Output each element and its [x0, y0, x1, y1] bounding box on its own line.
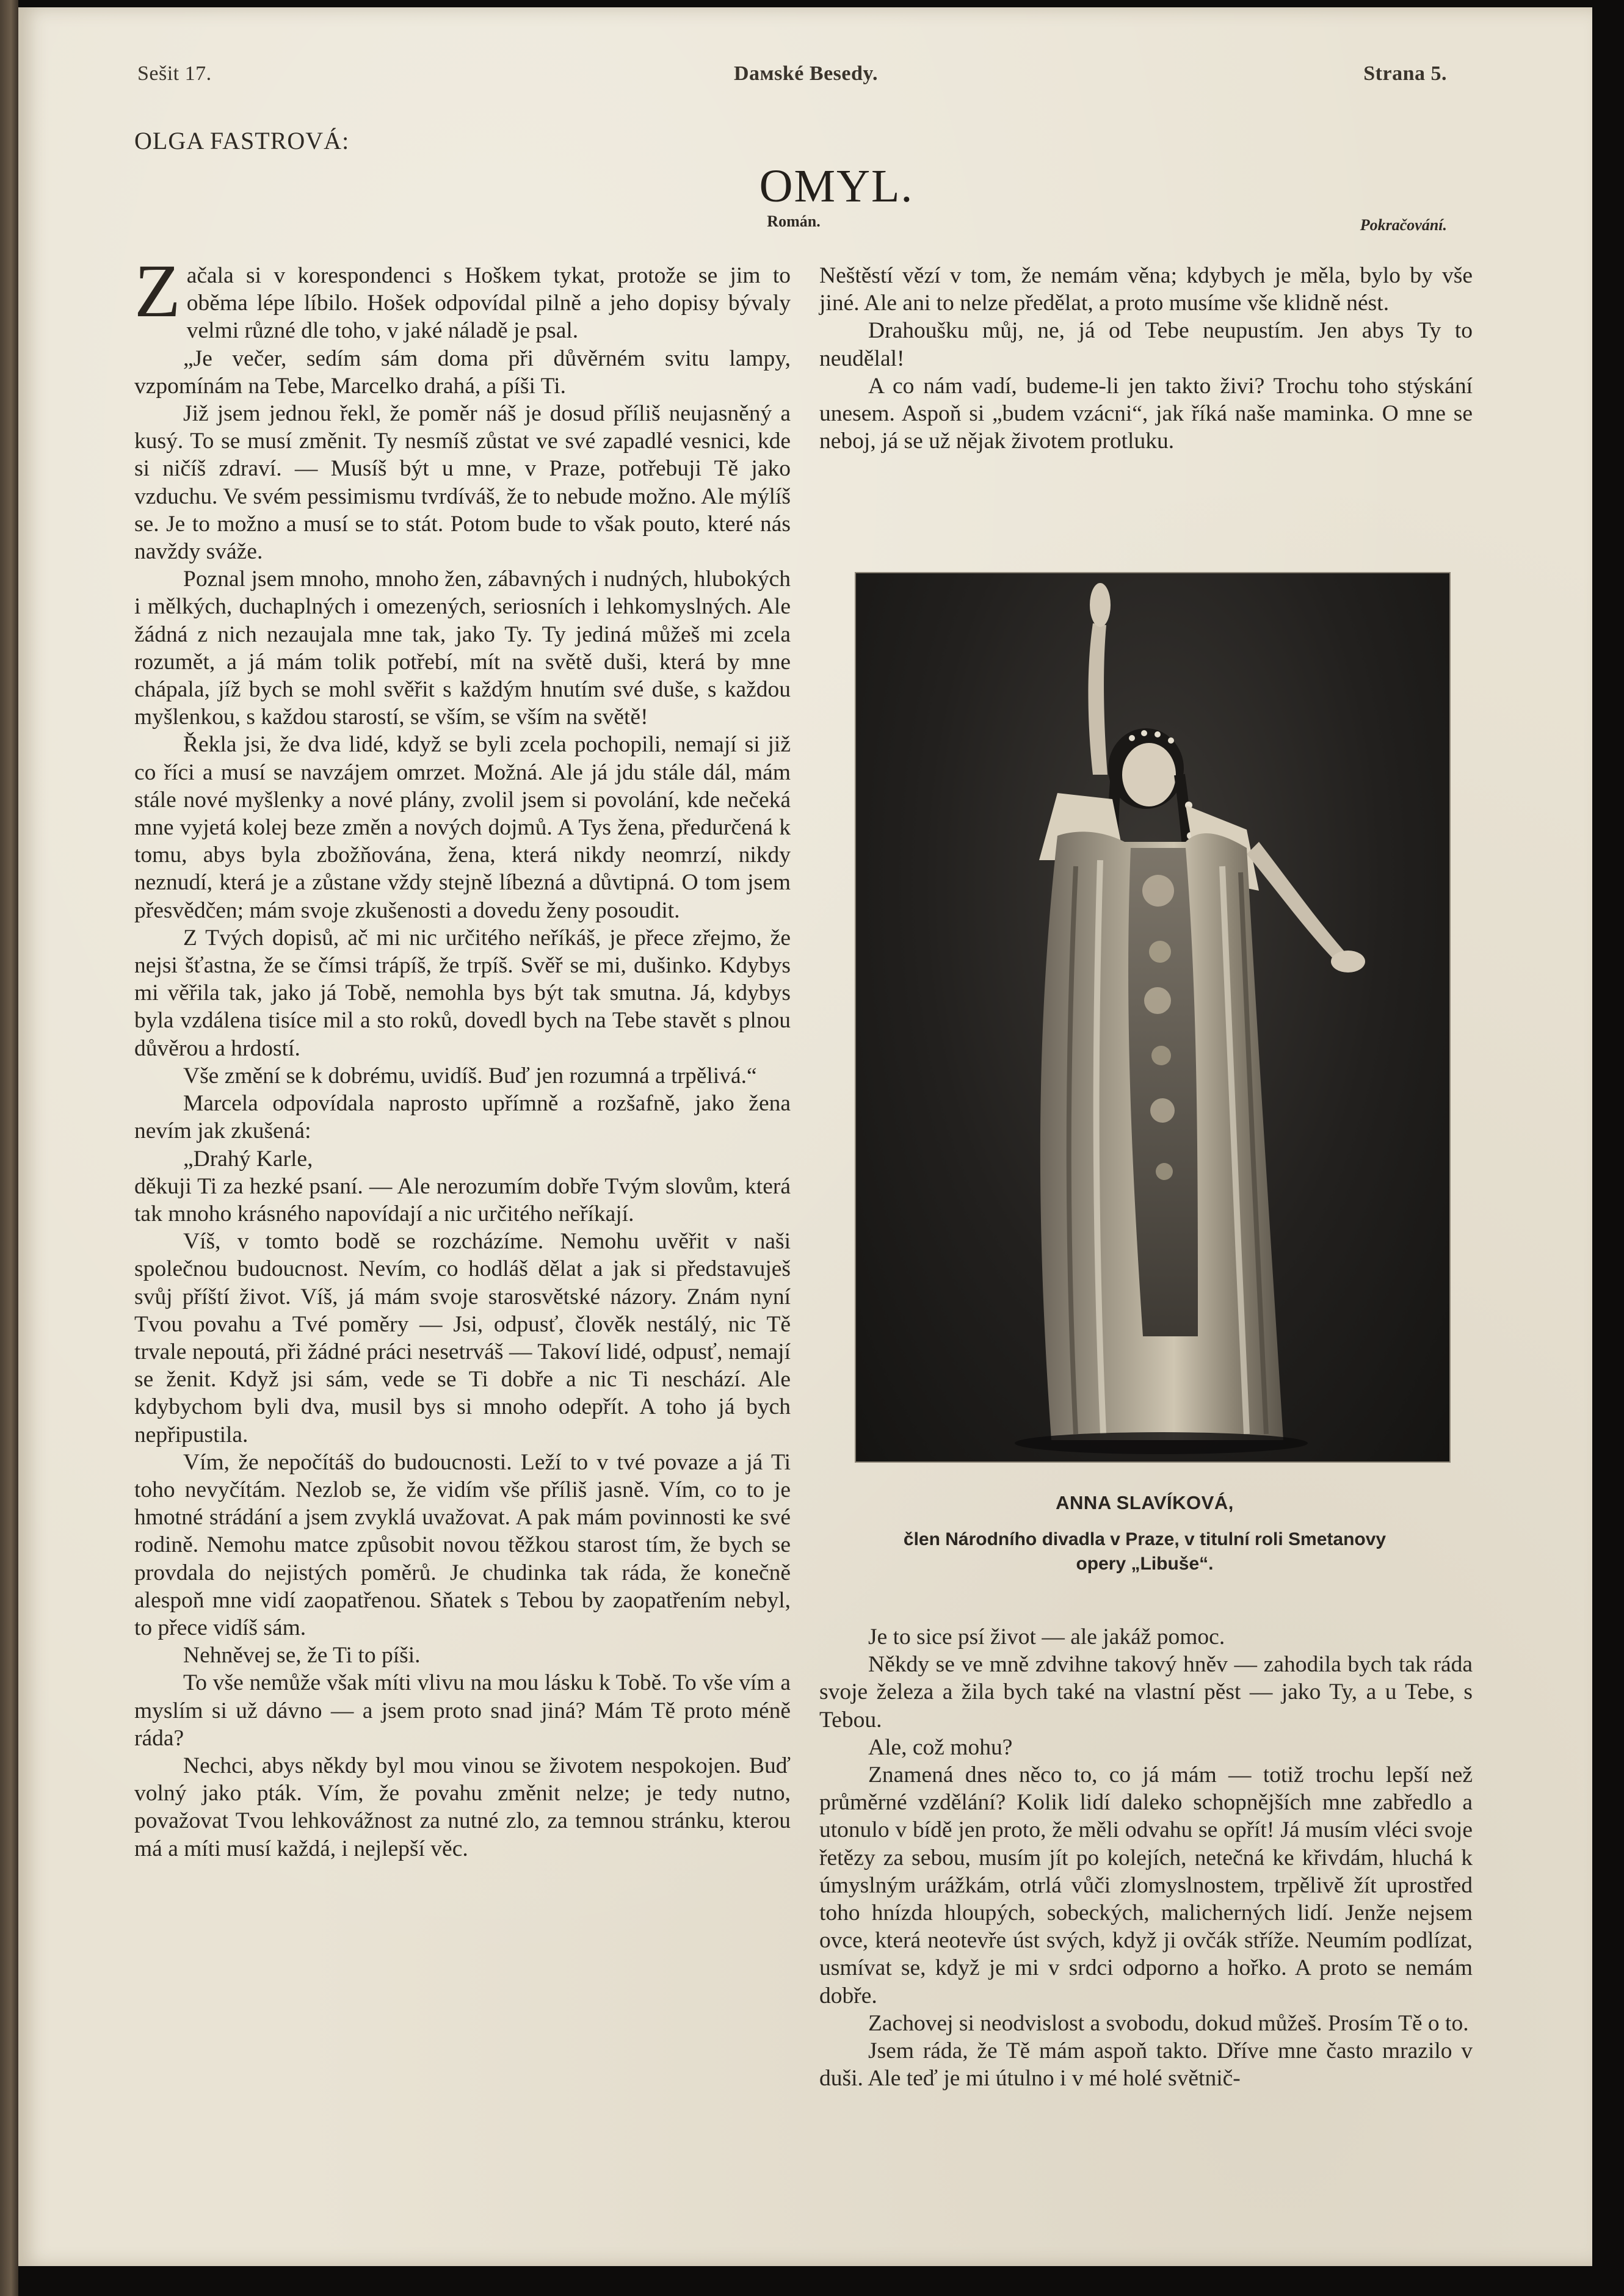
paragraph: Marcela odpovídala naprosto upřímně a rozšafně, jako žena nevím jak zkušená: — [134, 1091, 791, 1144]
paragraph: Z Tvých dopisů, ač mi nic určitého neříkáš, je přece zřejmo, že nejsi šťastna, že se čímsi trápíš, že trpíš. Svěř se mi, dušinko. Kdybys mi věřila tak, jako já Tobě, nemohla bys být tak smutna. Já, kdybys byla vzdálena tisíce mil a sto roků, dovedl bych na Tebe stavět s plnou důvěrou a hrdostí. — [134, 925, 791, 1061]
article-title: OMYL. — [759, 161, 914, 212]
photo-caption — [806, 1492, 1484, 1576]
paragraph: Jsem ráda, že Tě mám aspoň takto. Dříve mne často mrazilo v duši. Ale teď je mi útulno i v mé holé světnič- — [819, 2038, 1473, 2091]
article-genre: Román. — [767, 212, 821, 230]
paragraph: Vše změní se k dobrému, uvidíš. Buď jen rozumná a trpělivá.“ — [183, 1063, 757, 1088]
paragraph: Drahoušku můj, ne, já od Tebe neupustím. Jen abys Ty to neudělal! — [819, 318, 1473, 371]
paragraph — [134, 249, 791, 345]
paragraph: To vše nemůže však míti vlivu na mou lásku k Tobě. To vše vím a myslím si už dávno — a jsem proto snad jiná? Mám Tě proto méně ráda? — [134, 1670, 791, 1751]
paragraph: Nehněvej se, že Ti to píši. — [183, 1643, 421, 1668]
header-magazine-title: Dамské Besedy. — [733, 62, 879, 85]
paragraph: A co nám vadí, budeme-li jen takto živi? Trochu toho stýskání unesem. Aspoň si „budem vzácni“, jak říká naše maminka. O mne se neboj, já se už nějak životem protluku. — [819, 373, 1473, 454]
opera-singer-photo-icon — [856, 573, 1449, 1461]
magazine-page — [18, 7, 1592, 2266]
paragraph: Řekla jsi, že dva lidé, když se byli zcela pochopili, nemají si již co říci a musí se navzájem omrzet. Možná. Ale já jdu stále dál, mám stále nové myšlenky a nové plány, zvolil jsem si povolání, kde nečeká mne vyjetá kolej beze změn a nových dojmů. A Tys žena, předurčená k tomu, abys byla zbožňována, žena, která nikdy neomrzí, nikdy neznudí, která je a zůstane vždy stejně líbezná a důvtipná. O tom jsem přesvědčen; mám svoje zkušenosti a dovedu ženy posoudit. — [134, 732, 791, 923]
header-page-number: Strana 5. — [1363, 62, 1447, 85]
paragraph: „Drahý Karle, — [183, 1146, 313, 1172]
book-spine — [0, 0, 18, 2296]
paragraph: Nechci, abys někdy byl mou vinou se životem nespokojen. Buď volný jako pták. Vím, že povahu změnit nelze; je tedy nutno, považovat Tvou lehkovážnost za nutné zlo, za temnou stránku, kterou má a míti musí každá, i nejlepší věc. — [134, 1753, 791, 1861]
opera-singer-photo — [856, 573, 1449, 1461]
right-text-column-bottom — [819, 1623, 1473, 2092]
paragraph: Zachovej si neodvislost a svobodu, dokud můžeš. Prosím Tě o to. — [868, 2010, 1469, 2036]
article-author: OLGA FASTROVÁ: — [134, 127, 350, 154]
paragraph: Je to sice psí život — ale jakáž pomoc. — [868, 1624, 1225, 1650]
paragraph: „Je večer, sedím sám doma při důvěrném svitu lampy, vzpomínám na Tebe, Marcelko drahá, a píši Ti. — [134, 346, 791, 399]
paragraph: Vím, že nepočítáš do budoucnosti. Leží to v tvé povaze a já Ti toho nevyčítám. Nezlob se, že vidím vše příliš jasně. Vím, co to je hmotné strádání a jsem zvyklá uvažovat. A pak mám povinnosti ke své rodině. Nemohu matce způsobit novou těžkou starost tím, že bych se provdala do nejistých poměrů. Je chudinka tak ráda, že konečně alespoň mne vidí zaopatřenou. Sňatek s Tebou by zaopatřením nebyl, to přece vidíš sám. — [134, 1449, 791, 1640]
paragraph: Ale, což mohu? — [868, 1734, 1013, 1760]
paragraph: Neštěstí vězí v tom, že nemám věna; kdybych je měla, bylo by vše jiné. Ale ani to nelze předělat, a proto musíme vše klidně nést. — [819, 263, 1473, 316]
left-text-column — [134, 249, 791, 1863]
caption-line: opery „Libuše“. — [1076, 1554, 1214, 1574]
right-text-column-top — [819, 262, 1473, 455]
paragraph-text: ačala si v korespondenci s Hoškem tykat, protože se jim to oběma lépe líbilo. Hošek odpovídal pilně a jeho dopisy bývaly velmi různé dle toho, v jaké náladě je psal. — [186, 263, 791, 344]
caption-line: člen Národního divadla v Praze, v titulní roli Smetanovy — [903, 1529, 1387, 1549]
paragraph: děkuji Ti za hezké psaní. — Ale nerozumím dobře Tvým slovům, která tak mnoho krásného napovídají a nic určitého neříkají. — [134, 1173, 791, 1226]
drop-cap: Z — [134, 249, 181, 333]
paragraph: Již jsem jednou řekl, že poměr náš je dosud příliš neujasněný a kusý. To se musí změnit. Ty nesmíš zůstat ve své zapadlé vesnici, kde si ničíš zdraví. — Musíš být u mne, v Praze, potřebuji Tě jako vzduchu. Ve svém pessimismu tvrdíváš, že to nebude možno. Ale mýlíš se. Je to možno a musí se to stát. Potom bude to však pouto, které nás navždy sváže. — [134, 401, 791, 565]
paragraph: Znamená dnes něco to, co já mám — totiž trochu lepší než průměrné vzdělání? Kolik lidí daleko schopnějších mne zabředlo a utonulo v bídě jen proto, že měli odvahu se opřít! Já musím vléci svoje řetězy za sebou, musím jít po kolejích, netečná ke křivdám, hluchá k úmyslným urážkám, otrlá vůči zlomyslnostem, trpělivě žít uprostřed toho hnízda hloupých, sobeckých, malicherných lidí. Jenže nejsem ovce, která neotevře úst svých, když ji ovčák stříže. Neumím podlízat, usmívat se, když je mi v srdci odporno a hořko. A proto se nemám dobře. — [819, 1762, 1473, 2008]
paragraph: Poznal jsem mnoho, mnoho žen, zábavných i nudných, hlubokých i mělkých, duchaplných i omezených, seriosních i lehkomyslných. Ale žádná z nich nezaujala mne tak, jako Ty. Ty jediná můžeš mi zcela rozumět, a já mám tolik potřebí, mít na světě duši, která by mne chápala, jíž bych se mohl svěřit s každým hnutím své duše, s každou myšlenkou, s každou starostí, se vším, se vším na světě! — [134, 567, 791, 730]
header-issue: Sešit 17. — [137, 62, 212, 85]
continuation-note: Pokračování. — [1360, 216, 1447, 234]
caption-name: ANNA SLAVÍKOVÁ, — [1056, 1492, 1234, 1513]
paragraph: Někdy se ve mně zdvihne takový hněv — zahodila bych tak ráda svoje železa a žila bych také na vlastní pěst — jako Ty, a u Tebe, s Tebou. — [819, 1652, 1473, 1733]
paragraph: Víš, v tomto bodě se rozcházíme. Nemohu uvěřit v naši společnou budoucnost. Nevím, co hodláš dělat a jak si představuješ svůj příští život. Víš, já mám svoje starosvětské názory. Znám nyní Tvou povahu a Tvé poměry — Jsi, odpusť, člověk nestálý, nic Tě trvale nepoutá, při žádné práci nesetrváš — Takoví lidé, odpusť, nemají se ženit. Když jsi sám, vede se Ti dobře a nic Ti neschází. Ale kdybychom byli dva, musil bys si mnoho odepřít. A toho já bych nepřipustila. — [134, 1229, 791, 1447]
